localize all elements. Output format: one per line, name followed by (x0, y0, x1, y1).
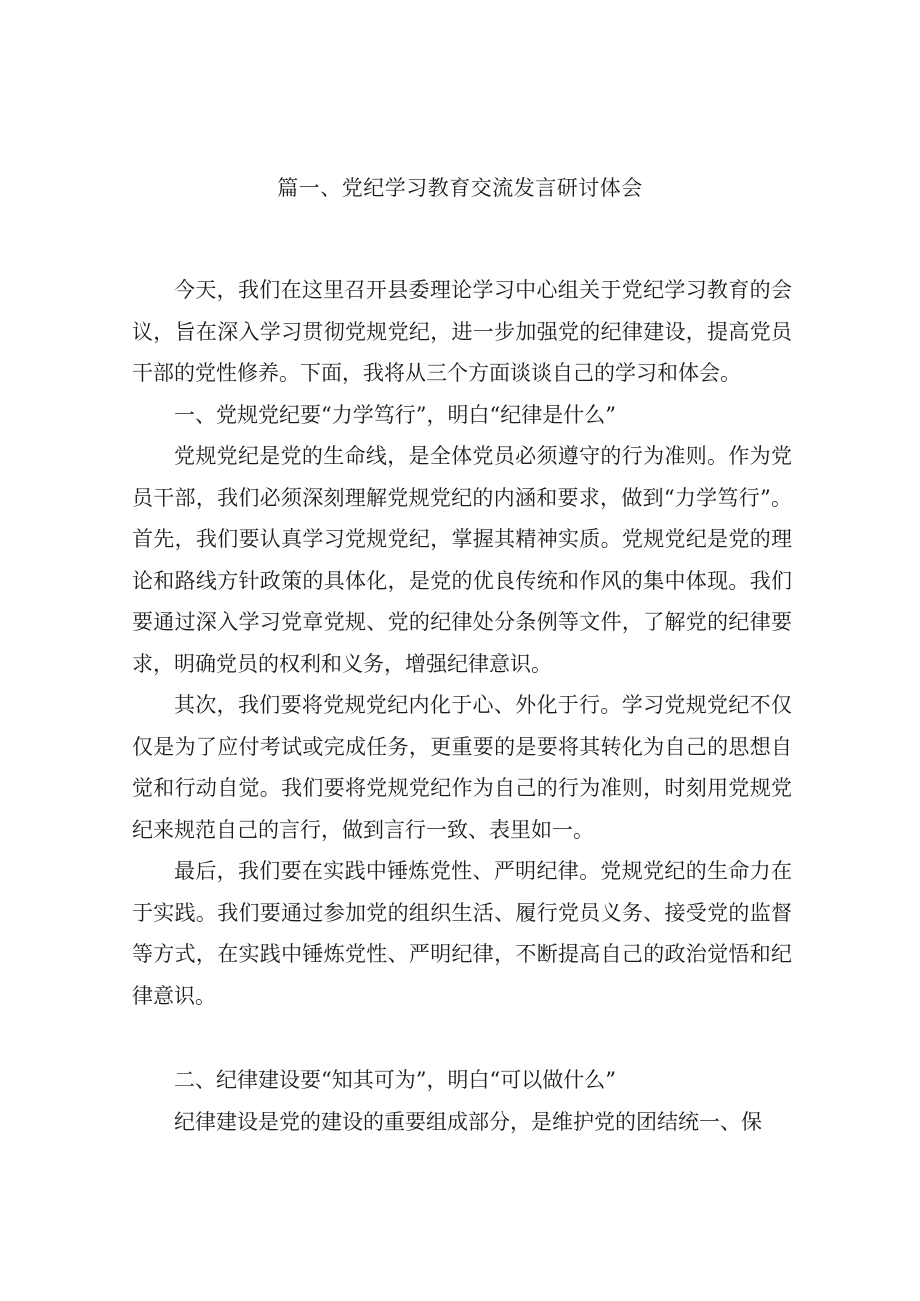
document-title: 篇一、党纪学习教育交流发言研讨体会 (277, 176, 643, 200)
paragraph-section1-body: 党规党纪是党的生命线，是全体党员必须遵守的行为准则。作为党员干部，我们必须深刻理解党规党纪的内涵和要求，做到“力学笃行”。首先，我们要认真学习党规党纪，掌握其精神实质。党规党纪是党的理论和路线方针政策的具体化，是党的优良传统和作风的集中体现。我们要通过深入学习党章党规、党的纪律处分条例等文件，了解党的纪律要求，明确党员的权利和义务，增强纪律意识。 (132, 444, 792, 676)
document-body (132, 270, 792, 1143)
section-heading-2: 二、纪律建设要“知其可为”，明白“可以做什么” (174, 1068, 616, 1092)
paragraph-section2-body: 纪律建设是党的建设的重要组成部分，是维护党的团结统一、保 (174, 1109, 762, 1134)
paragraph-intro: 今天，我们在这里召开县委理论学习中心组关于党纪学习教育的会议，旨在深入学习贯彻党规党纪，进一步加强党的纪律建设，提高党员干部的党性修养。下面，我将从三个方面谈谈自己的学习和体会。 (132, 278, 792, 385)
section-heading-1: 一、党规党纪要“力学笃行”，明白“纪律是什么” (174, 402, 616, 427)
paragraph-secondly: 其次，我们要将党规党纪内化于心、外化于行。学习党规党纪不仅仅是为了应付考试或完成任务，更重要的是要将其转化为自己的思想自觉和行动自觉。我们要将党规党纪作为自己的行为准则，时刻用党规党纪来规范自己的言行，做到言行一致、表里如一。 (132, 693, 792, 842)
paragraph-finally: 最后，我们要在实践中锤炼党性、严明纪律。党规党纪的生命力在于实践。我们要通过参加党的组织生活、履行党员义务、接受党的监督等方式，在实践中锤炼党性、严明纪律，不断提高自己的政治觉悟和纪律意识。 (132, 859, 792, 1008)
